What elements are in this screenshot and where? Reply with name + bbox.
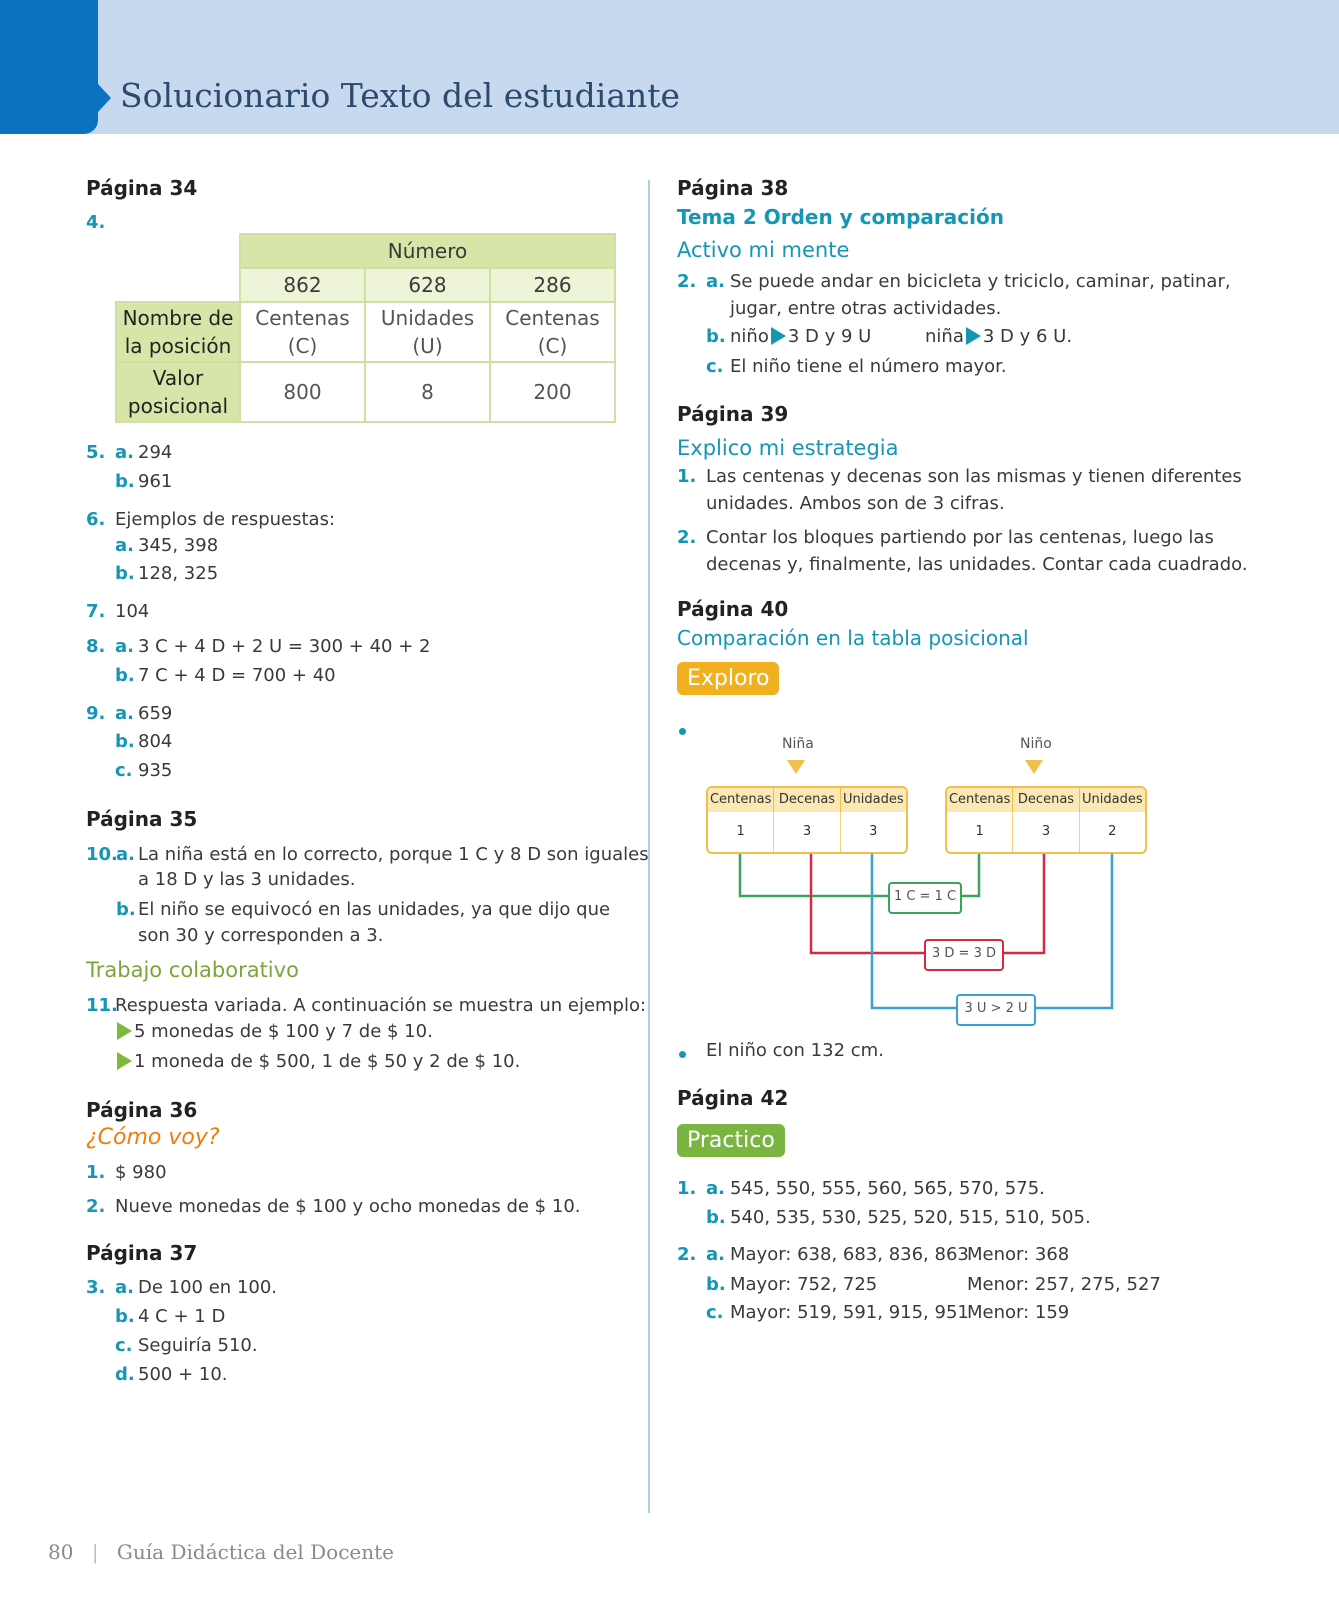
digit-cell: 1 <box>708 812 774 852</box>
item-letter: a. <box>115 535 134 556</box>
item-letter: b. <box>116 899 136 920</box>
answer-text: niña <box>925 326 964 347</box>
table-cell <box>365 302 490 362</box>
item-letter: b. <box>115 1306 135 1327</box>
cell-line: Centenas <box>505 306 600 330</box>
exploro-badge: Exploro <box>677 662 779 695</box>
col-header: Decenas <box>774 788 840 812</box>
answer-line <box>925 326 1072 347</box>
col-header: Decenas <box>1013 788 1079 812</box>
row-label-line: Valor <box>152 366 204 390</box>
answer-text: 4 C + 1 D <box>138 1306 226 1327</box>
item-letter: a. <box>706 1244 725 1265</box>
answer-text: Menor: 159 <box>967 1302 1070 1323</box>
answer-text: decenas y, finalmente, las unidades. Contar cada cuadrado. <box>706 554 1248 575</box>
item-letter: c. <box>115 760 133 781</box>
item-letter: b. <box>706 1274 726 1295</box>
cell-line: Unidades <box>380 306 475 330</box>
section-activo-mi-mente: Activo mi mente <box>677 238 850 262</box>
answer-text: Menor: 257, 275, 527 <box>967 1274 1161 1295</box>
answer-text: $ 980 <box>115 1162 167 1183</box>
cell-line: (U) <box>412 334 443 358</box>
answer-text: El niño tiene el número mayor. <box>730 356 1007 377</box>
row-label-nombre <box>116 302 240 362</box>
answer-text: Las centenas y decenas son las mismas y tienen diferentes <box>706 466 1242 487</box>
item-letter: b. <box>115 731 135 752</box>
arrow-icon <box>771 327 786 345</box>
col-header: Unidades <box>1082 792 1143 807</box>
position-table <box>115 233 616 423</box>
item-letter: c. <box>706 1302 724 1323</box>
nino-label: Niño <box>1020 736 1052 752</box>
section-comparacion: Comparación en la tabla posicional <box>677 626 1029 650</box>
item-number: 8. <box>86 636 106 657</box>
section-como-voy: ¿Cómo voy? <box>86 1125 220 1150</box>
answer-text: Menor: 368 <box>967 1244 1070 1265</box>
table-header-numero: Número <box>240 234 615 268</box>
digit-cell: 3 <box>1013 812 1079 852</box>
cell-line: (C) <box>537 334 568 358</box>
table-cell: 200 <box>490 362 615 422</box>
answer-text: Nueve monedas de $ 100 y ocho monedas de $ 10. <box>115 1196 581 1217</box>
answer-text: El niño con 132 cm. <box>706 1040 884 1061</box>
table-cell <box>240 302 365 362</box>
answer-text: a 18 D y las 3 unidades. <box>138 869 356 890</box>
nino-place-value-table <box>945 786 1147 854</box>
answer-text: jugar, entre otras actividades. <box>730 298 1002 319</box>
answer-text: 104 <box>115 601 150 622</box>
answer-text: La niña está en lo correcto, porque 1 C y 8 D son iguales <box>138 844 649 865</box>
answer-text: unidades. Ambos son de 3 cifras. <box>706 493 1005 514</box>
item-letter: b. <box>706 326 726 347</box>
item-letter: a. <box>115 442 134 463</box>
answer-text: 935 <box>138 760 173 781</box>
item-number: 9. <box>86 703 106 724</box>
col-header: Unidades <box>843 792 904 807</box>
item-number: 2. <box>677 1244 697 1265</box>
footer-separator: | <box>91 1540 99 1564</box>
item-letter: b. <box>115 563 135 584</box>
answer-text: niño <box>730 326 769 347</box>
page-footer <box>48 1540 394 1564</box>
answer-text: 804 <box>138 731 173 752</box>
item-letter: a. <box>706 271 725 292</box>
answer-text: Contar los bloques partiendo por las centenas, luego las <box>706 527 1214 548</box>
cell-line: Centenas <box>255 306 350 330</box>
answer-text: De 100 en 100. <box>138 1277 278 1298</box>
bullet-icon <box>679 728 686 735</box>
digit-cell: 2 <box>1108 824 1117 839</box>
answer-line <box>115 1021 433 1042</box>
item-number: 11. <box>86 995 118 1016</box>
page-heading-42: Página 42 <box>677 1086 789 1110</box>
answer-line <box>115 1051 520 1072</box>
answer-text: 3 C + 4 D + 2 U = 300 + 40 + 2 <box>138 636 431 657</box>
nina-place-value-table <box>706 786 908 854</box>
header-tab <box>0 0 98 134</box>
page-heading-38: Página 38 <box>677 176 789 200</box>
item-letter: a. <box>116 844 135 865</box>
nina-pointer-icon <box>787 760 805 774</box>
answer-text: 3 D y 9 U <box>787 326 872 347</box>
answer-text: 5 monedas de $ 100 y 7 de $ 10. <box>134 1021 433 1042</box>
section-trabajo-colaborativo: Trabajo colaborativo <box>86 958 299 982</box>
page-heading-40: Página 40 <box>677 597 789 621</box>
connector-centenas <box>740 848 888 896</box>
item-number: 5. <box>86 442 106 463</box>
page-heading-35: Página 35 <box>86 807 198 831</box>
comparison-connectors <box>700 840 1140 1040</box>
item-letter: b. <box>706 1207 726 1228</box>
page-heading-39: Página 39 <box>677 402 789 426</box>
footer-guide-title: Guía Didáctica del Docente <box>116 1540 394 1564</box>
nina-label: Niña <box>782 736 814 752</box>
answer-text: 961 <box>138 471 173 492</box>
answer-text: son 30 y corresponden a 3. <box>138 925 384 946</box>
page-header <box>0 0 1339 134</box>
answer-text: 3 D y 6 U. <box>982 326 1073 347</box>
compare-decenas: 3 D = 3 D <box>924 939 1004 971</box>
table-cell: 800 <box>240 362 365 422</box>
compare-centenas: 1 C = 1 C <box>888 882 962 914</box>
table-number: 628 <box>365 268 490 302</box>
col-header: Centenas <box>947 788 1013 812</box>
item-number: 1. <box>677 466 697 487</box>
answer-text: Mayor: 752, 725 <box>730 1274 878 1295</box>
connector-decenas <box>1000 848 1044 953</box>
item-number: 3. <box>86 1277 106 1298</box>
answer-text: 540, 535, 530, 525, 520, 515, 510, 505. <box>730 1207 1091 1228</box>
bullet-icon <box>679 1051 686 1058</box>
item-number: 1. <box>86 1162 106 1183</box>
page-title: Solucionario Texto del estudiante <box>120 76 681 115</box>
answer-text: Mayor: 519, 591, 915, 951 <box>730 1302 969 1323</box>
answer-text: 128, 325 <box>138 563 219 584</box>
arrow-icon <box>117 1052 132 1070</box>
item-number: 10. <box>86 844 118 865</box>
arrow-icon <box>117 1022 132 1040</box>
answer-text: El niño se equivocó en las unidades, ya que dijo que <box>138 899 611 920</box>
answer-text: 345, 398 <box>138 535 219 556</box>
row-label-line: Nombre de <box>122 306 234 330</box>
table-cell <box>490 302 615 362</box>
item-number: 7. <box>86 601 106 622</box>
item-number: 1. <box>677 1178 697 1199</box>
answer-text: 294 <box>138 442 173 463</box>
row-label-valor <box>116 362 240 422</box>
page-heading-37: Página 37 <box>86 1241 198 1265</box>
answer-text: 7 C + 4 D = 700 + 40 <box>138 665 336 686</box>
digit-cell: 1 <box>947 812 1013 852</box>
page-number: 80 <box>48 1540 74 1564</box>
col-header: Centenas <box>708 788 774 812</box>
cell-line: (C) <box>287 334 318 358</box>
item-letter: c. <box>115 1335 133 1356</box>
digit-cell: 3 <box>774 812 840 852</box>
compare-unidades: 3 U > 2 U <box>956 994 1036 1026</box>
table-number: 862 <box>240 268 365 302</box>
item-letter: c. <box>706 356 724 377</box>
answer-text: 1 moneda de $ 500, 1 de $ 50 y 2 de $ 10. <box>134 1051 521 1072</box>
page-heading-36: Página 36 <box>86 1098 198 1122</box>
connector-unidades <box>872 848 958 1008</box>
item-number: 2. <box>86 1196 106 1217</box>
row-label-line: posicional <box>127 394 229 418</box>
connector-unidades <box>1036 848 1112 1008</box>
item-letter: a. <box>115 1277 134 1298</box>
answer-text: Ejemplos de respuestas: <box>115 509 336 530</box>
answer-text: Mayor: 638, 683, 836, 863 <box>730 1244 969 1265</box>
item-letter: a. <box>115 703 134 724</box>
item-number: 2. <box>677 271 697 292</box>
answer-text: Seguiría 510. <box>138 1335 258 1356</box>
page-heading-34: Página 34 <box>86 176 198 200</box>
answer-text: 500 + 10. <box>138 1364 228 1385</box>
answer-text: 659 <box>138 703 173 724</box>
answer-text: Respuesta variada. A continuación se muestra un ejemplo: <box>115 995 647 1016</box>
table-cell: 8 <box>365 362 490 422</box>
digit-cell: 3 <box>869 824 878 839</box>
item-letter: d. <box>115 1364 135 1385</box>
answer-text: Se puede andar en bicicleta y triciclo, caminar, patinar, <box>730 271 1231 292</box>
item-letter: a. <box>706 1178 725 1199</box>
item-letter: b. <box>115 665 135 686</box>
nino-pointer-icon <box>1025 760 1043 774</box>
table-number: 286 <box>490 268 615 302</box>
item-number: 6. <box>86 509 106 530</box>
item-letter: b. <box>115 471 135 492</box>
item-number: 2. <box>677 527 697 548</box>
answer-text: 545, 550, 555, 560, 565, 570, 575. <box>730 1178 1045 1199</box>
practico-badge: Practico <box>677 1124 785 1157</box>
item-number: 4. <box>86 212 106 233</box>
row-label-line: la posición <box>124 334 232 358</box>
header-arrow-icon <box>98 84 111 112</box>
item-letter: a. <box>115 636 134 657</box>
topic-title: Tema 2 Orden y comparación <box>677 205 1004 229</box>
section-explico: Explico mi estrategia <box>677 436 899 460</box>
arrow-icon <box>966 327 981 345</box>
answer-line <box>730 326 871 347</box>
